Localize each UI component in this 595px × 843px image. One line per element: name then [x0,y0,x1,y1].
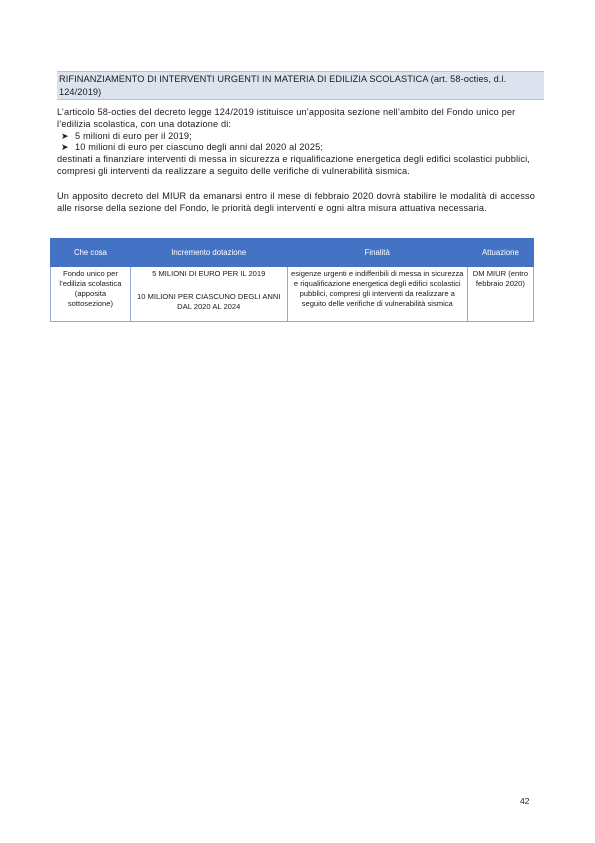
implementation-text: Un apposito decreto del MIUR da emanarsi entro il mese di febbraio 2020 dovrà stabilire le modalità di accesso alle risorse della sezione del Fondo, le priorità degli interventi e ogni altra misura attuativa necessaria. [57,191,535,213]
column-header: Incremento dotazione [130,239,287,267]
bullet-item [57,131,535,143]
arrow-bullet-icon: ➤ [61,130,69,141]
table-row [51,267,534,322]
purpose-cell: esigenze urgenti e indifferibili di messa in sicurezza e riqualificazione energetica degli edifici scolastici pubblici, compresi gli interventi da realizzare a seguito delle verifiche di vulnerabilità sismica [287,267,467,322]
increase-line: 10 MILIONI PER CIASCUNO DEGLI ANNI DAL 2020 AL 2024 [137,292,281,311]
column-header: Che cosa [51,239,131,267]
section-title: RIFINANZIAMENTO DI INTERVENTI URGENTI IN MATERIA DI EDILIZIA SCOLASTICA (art. 58-octies, d.l. 124/2019) [59,74,507,97]
increase-line: 5 MILIONI DI EURO PER IL 2019 [152,269,266,278]
bullet-text: 5 milioni di euro per il 2019; [75,130,192,141]
intro-paragraph [57,107,535,178]
table-header-row [51,239,534,267]
page-number: 42 [520,796,530,806]
section-heading [57,71,544,100]
bullet-text: 10 milioni di euro per ciascuno degli anni dal 2020 al 2025; [75,142,324,153]
purpose-text: destinati a finanziare interventi di messa in sicurezza e riqualificazione energetica degli edifici scolastici pubblici, compresi gli interventi da realizzare a seguito delle verifiche di vulnerabilità sismica. [57,154,531,176]
increase-cell [130,267,287,322]
bullet-item [57,142,535,154]
implementation-paragraph [57,191,535,215]
arrow-bullet-icon: ➤ [61,142,69,153]
what-cell: Fondo unico per l’edilizia scolastica (apposita sottosezione) [51,267,131,322]
column-header: Attuazione [467,239,533,267]
summary-table [50,238,534,322]
intro-text: L’articolo 58-octies del decreto legge 124/2019 istituisce un’apposita sezione nell’ambito del Fondo unico per l’edilizia scolastica, con una dotazione di: [57,107,516,129]
implementation-cell: DM MIUR (entro febbraio 2020) [467,267,533,322]
column-header: Finalità [287,239,467,267]
